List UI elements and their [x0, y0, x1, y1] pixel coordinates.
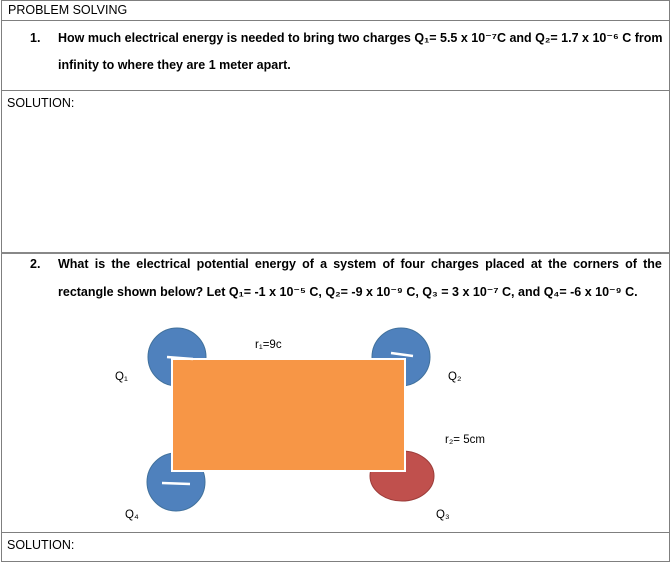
question-2-word: is [94, 257, 106, 271]
question-2-word: of [625, 257, 637, 271]
page-title: PROBLEM SOLVING [8, 3, 128, 17]
question-2-word: What [58, 257, 89, 271]
question-2-word: the [548, 257, 567, 271]
q4-label: Q₄ [125, 509, 139, 521]
question-2-text-line-2: rectangle shown below? Let Q₁= -1 x 10⁻⁵ C, Q₂= -9 x 10⁻⁹ C, Q₃ = 3 x 10⁻⁷ C, and Q₄= -6 x 10⁻⁹ C. [58, 285, 638, 299]
q2-label: Q₂ [448, 371, 462, 383]
r2-label: r₂= 5cm [445, 434, 485, 446]
question-2-word: the [111, 257, 131, 271]
r1-label: r₁=9c [255, 339, 282, 351]
q1-label: Q₁ [115, 371, 128, 383]
question-2-word: four [400, 257, 425, 271]
charge-q4-minus-sign [162, 483, 190, 484]
question-2-word: of [302, 257, 314, 271]
question-2-number: 2. [30, 257, 41, 271]
question-2-word: placed [485, 257, 525, 271]
question-2-word: electrical [136, 257, 191, 271]
question-2-word: energy [254, 257, 296, 271]
question-1-text-line-1: How much electrical energy is needed to bring two charges Q₁= 5.5 x 10⁻⁷C and Q₂= 1.7 x 10⁻⁶ C from [58, 31, 663, 45]
question-2-word: charges [430, 257, 479, 271]
solution-2-label: SOLUTION: [7, 538, 75, 552]
solution-1-label: SOLUTION: [7, 96, 75, 110]
question-2-word: of [382, 257, 395, 271]
rectangle [172, 359, 405, 471]
question-1-number: 1. [30, 31, 41, 45]
question-2-word: system [333, 257, 377, 271]
question-2-word: corners [573, 257, 619, 271]
question-2-word: the [643, 257, 662, 271]
question-2-word: potential [196, 257, 249, 271]
question-2-word: at [530, 257, 542, 271]
question-2-word: a [320, 257, 328, 271]
question-1-text-line-2: infinity to where they are 1 meter apart. [58, 58, 291, 72]
q3-label: Q₃ [436, 509, 450, 521]
